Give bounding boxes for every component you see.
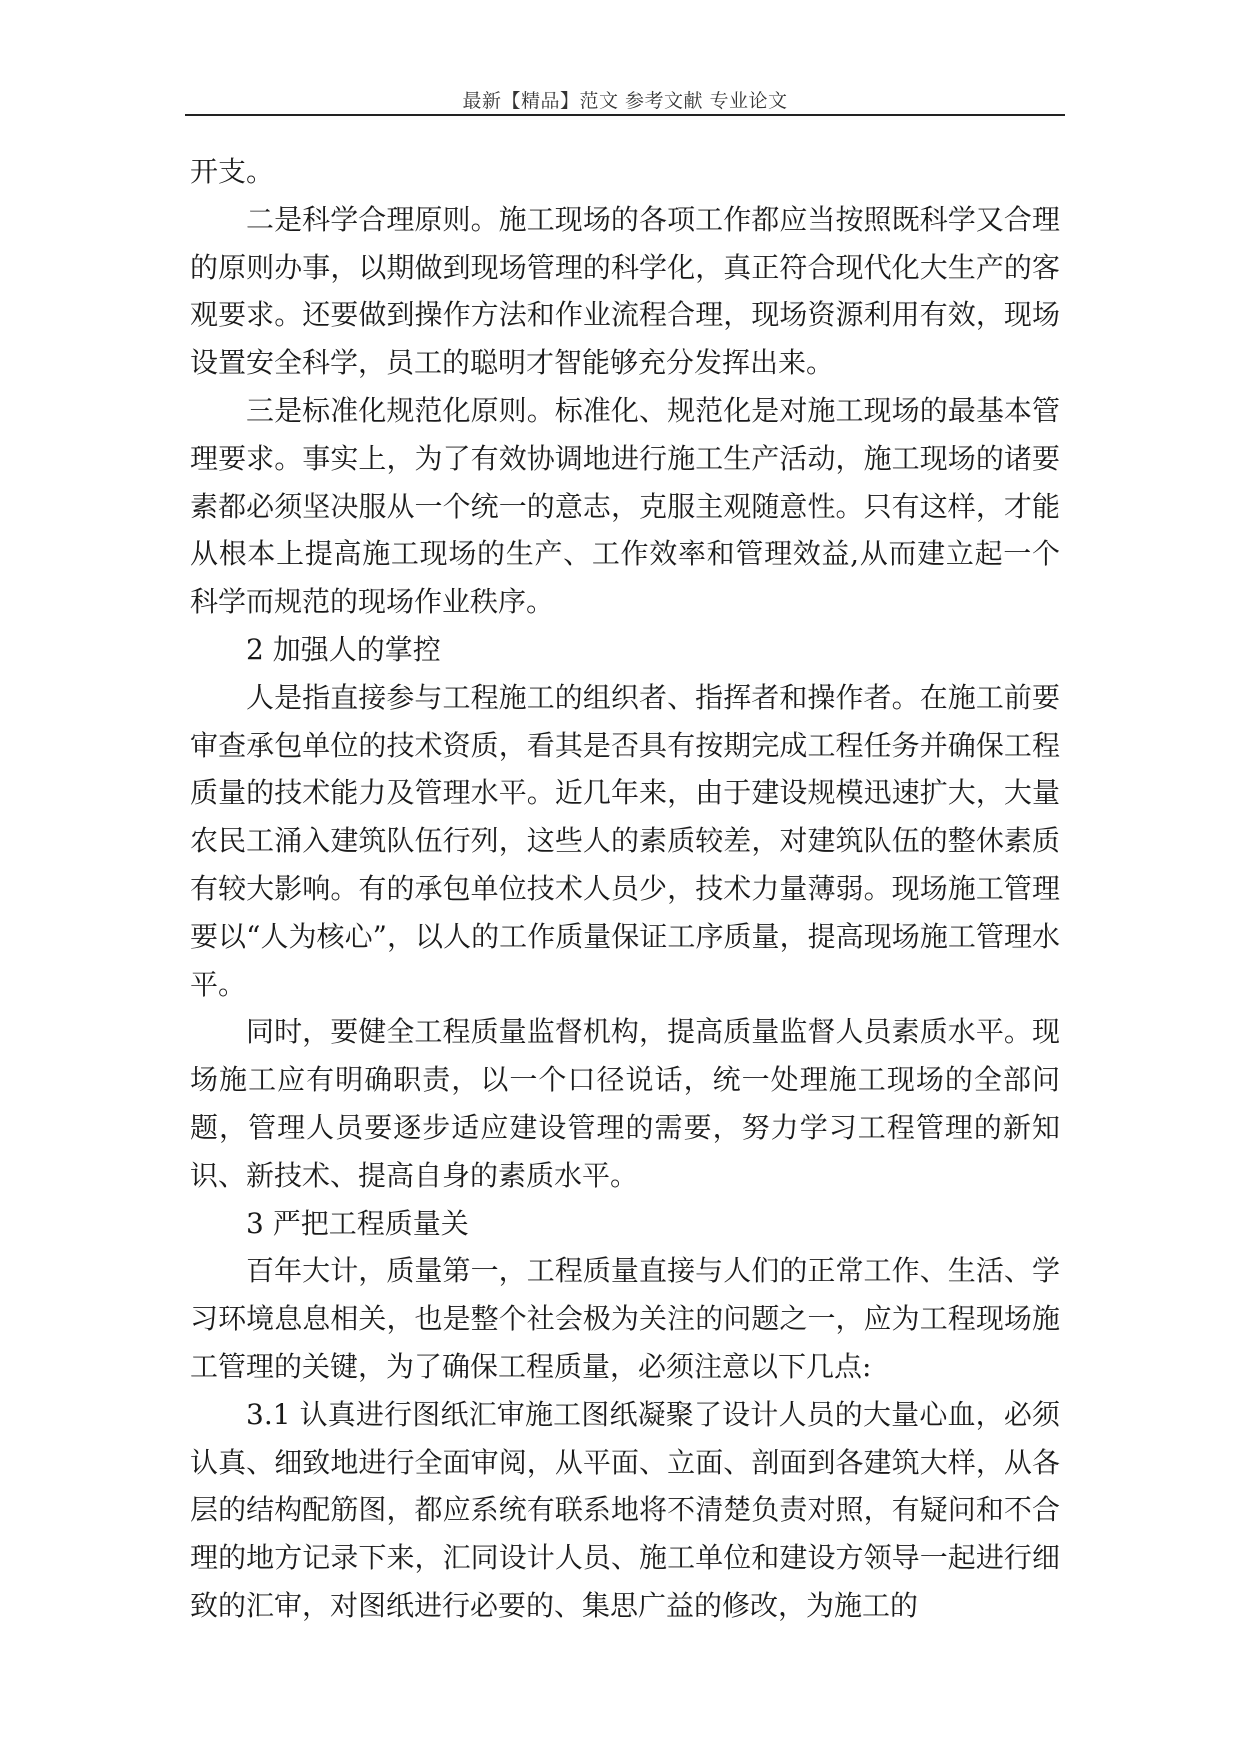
section-heading-3: 3 严把工程质量关 bbox=[246, 1206, 469, 1240]
document-body bbox=[190, 148, 1060, 1630]
paragraph-continuation: 开支。 bbox=[190, 155, 275, 188]
paragraph-quality: 百年大计，质量第一，工程质量直接与人们的正常工作、生活、学习环境息息相关，也是整个社会极为关注的问题之一，应为工程现场施工管理的关键，为了确保工程质量，必须注意以下几点: bbox=[190, 1254, 1060, 1383]
paragraph-drawing-review: 3.1 认真进行图纸汇审施工图纸凝聚了设计人员的大量心血，必须认真、细致地进行全面审阅，从平面、立面、剖面到各建筑大样，从各层的结构配筋图，都应系统有联系地将不清楚负责对照，有疑问和不合理的地方记录下来，汇同设计人员、施工单位和建设方领导一起进行细致的汇审，对图纸进行必要的、集思广益的修改，为施工的 bbox=[190, 1397, 1060, 1622]
header-divider bbox=[185, 114, 1065, 116]
paragraph-supervision: 同时，要健全工程质量监督机构，提高质量监督人员素质水平。现场施工应有明确职责，以一个口径说话，统一处理施工现场的全部问题，管理人员要逐步适应建设管理的需要，努力学习工程管理的新知识、新技术、提高自身的素质水平。 bbox=[190, 1015, 1060, 1192]
paragraph-people: 人是指直接参与工程施工的组织者、指挥者和操作者。在施工前要审查承包单位的技术资质，看其是否具有按期完成工程任务并确保工程质量的技术能力及管理水平。近几年来，由于建设规模迅速扩大，大量农民工涌入建筑队伍行列，这些人的素质较差，对建筑队伍的整休素质有较大影响。有的承包单位技术人员少，技术力量薄弱。现场施工管理要以“人为核心”，以人的工作质量保证工序质量，提高现场施工管理水平。 bbox=[190, 680, 1060, 1001]
paragraph-principle-standard: 三是标准化规范化原则。标准化、规范化是对施工现场的最基本管理要求。事实上，为了有效协调地进行施工生产活动，施工现场的诸要素都必须坚决服从一个统一的意志，克服主观随意性。只有这样，才能从根本上提高施工现场的生产、工作效率和管理效益,从而建立起一个科学而规范的现场作业秩序。 bbox=[190, 393, 1060, 619]
paragraph-principle-scientific: 二是科学合理原则。施工现场的各项工作都应当按照既科学又合理的原则办事，以期做到现场管理的科学化，真正符合现代化大生产的客观要求。还要做到操作方法和作业流程合理，现场资源利用有效，现场设置安全科学，员工的聪明才智能够充分发挥出来。 bbox=[190, 202, 1060, 380]
page-header: 最新【精品】范文 参考文献 专业论文 bbox=[462, 90, 788, 112]
section-heading-2: 2 加强人的掌控 bbox=[246, 632, 441, 666]
